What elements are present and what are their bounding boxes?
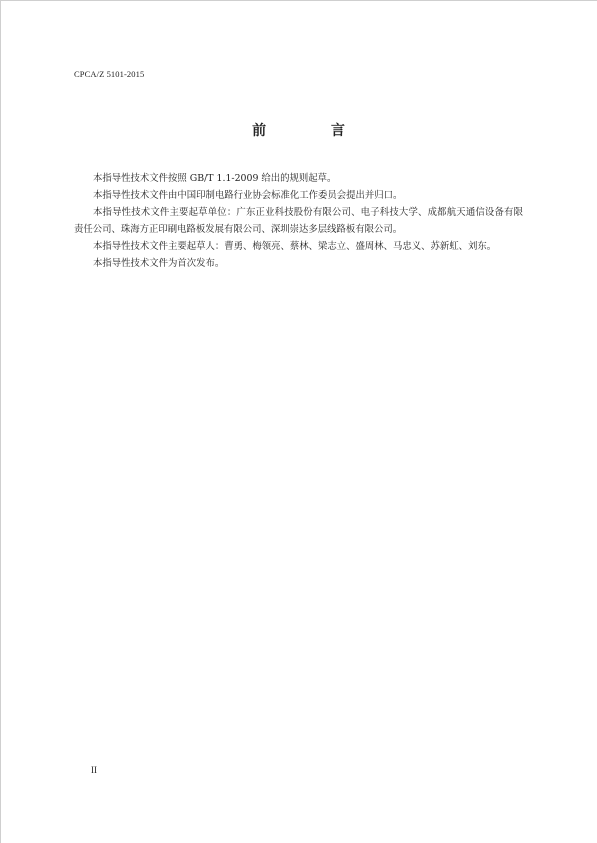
section-title-foreword: 前 言 xyxy=(252,123,375,139)
paragraph-drafting-units: 本指导性技术文件主要起草单位：广东正业科技股份有限公司、电子科技大学、成都航天通信设备有限责任公司、珠海方正印刷电路板发展有限公司、深圳崇达多层线路板有限公司。 xyxy=(74,207,523,235)
page-number: II xyxy=(91,765,97,775)
page-border-top xyxy=(0,0,597,1)
foreword-body xyxy=(74,170,523,272)
paragraph-first-release: 本指导性技术文件为首次发布。 xyxy=(93,258,225,269)
paragraph-proposer: 本指导性技术文件由中国印制电路行业协会标准化工作委员会提出并归口。 xyxy=(93,190,403,201)
document-code: CPCA/Z 5101-2015 xyxy=(74,69,145,79)
paragraph-drafters: 本指导性技术文件主要起草人：曹勇、梅领亮、蔡林、梁志立、盛周林、马忠义、苏新虹、刘东。 xyxy=(93,241,497,252)
paragraph-drafting-rules: 本指导性技术文件按照 GB/T 1.1-2009 给出的规则起草。 xyxy=(93,173,337,184)
